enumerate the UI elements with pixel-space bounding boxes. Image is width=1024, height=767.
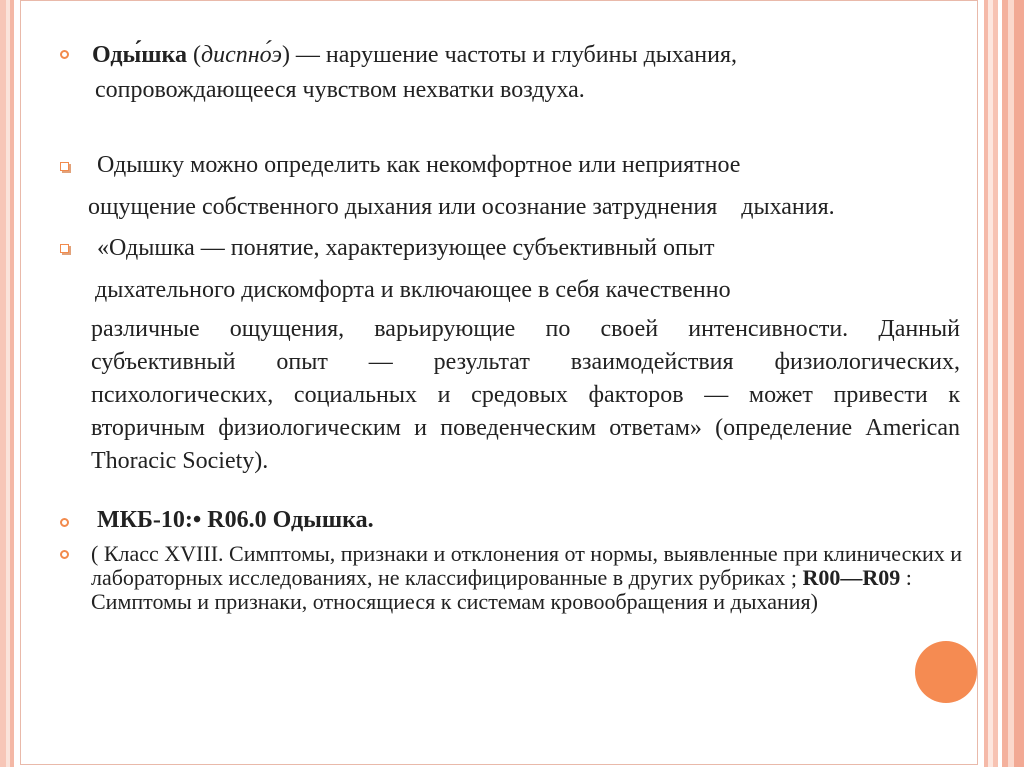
orange-circle-decoration xyxy=(915,641,977,703)
term-alt-word: диспно́э xyxy=(200,42,282,68)
circle-bullet-icon xyxy=(60,50,69,59)
icd-class-description: ( Класс XVIII. Симптомы, признаки и отклонения от нормы, выявленные при клинических и лабораторных исследованиях, не классифицированные в других рубриках ; R00—R09 : Симптомы и признаки, относящиеся к системам кровообращения и дыхания) xyxy=(91,541,963,614)
circle-bullet-icon xyxy=(60,550,69,559)
square-bullet-icon xyxy=(60,162,69,171)
icd-range-code: R00—R09 xyxy=(802,565,901,590)
left-decorative-border xyxy=(0,0,20,767)
paragraph2-line-1: Одышку можно определить как некомфортное или неприятное xyxy=(97,152,741,178)
circle-bullet-icon xyxy=(60,518,69,527)
definition-line-1: Оды́шка (диспно́э) — нарушение частоты и глубины дыхания, xyxy=(92,42,737,68)
paragraph3-line-2: дыхательного дискомфорта и включающее в себя качественно xyxy=(95,277,731,303)
paragraph3-body: различные ощущения, варьирующие по своей интенсивности. Данный субъективный опыт — результат взаимодействия физиологических, психологических, социальных и средовых факторов — может привести к вторичным физиологическим и поведенческим ответам» (определение American Thoracic Society). xyxy=(91,316,960,474)
icd-code-heading: МКБ-10:• R06.0 Одышка. xyxy=(97,507,374,533)
term-word: Оды́шка xyxy=(92,42,187,68)
paragraph3-line-1: «Одышка — понятие, характеризующее субъективный опыт xyxy=(97,235,715,261)
right-decorative-stripes xyxy=(980,0,1024,767)
square-bullet-icon xyxy=(60,244,69,253)
definition-line-2: сопровождающееся чувством нехватки воздуха. xyxy=(95,77,585,103)
paragraph2-line-2: ощущение собственного дыхания или осознание затруднения дыхания. xyxy=(88,194,835,220)
